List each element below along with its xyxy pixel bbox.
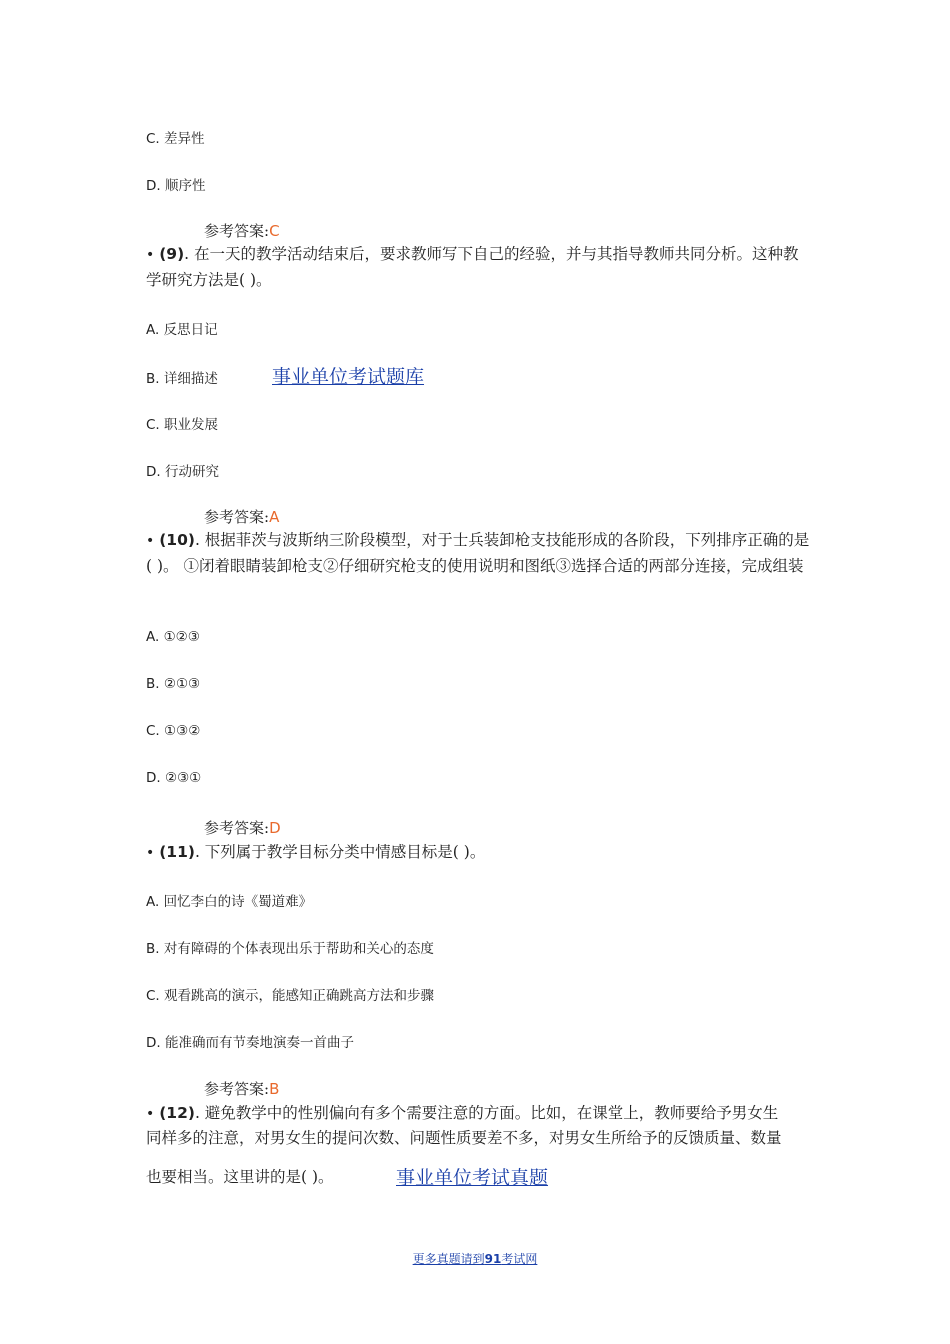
answer-line [204,1078,279,1099]
exam-real-link[interactable]: 事业单位考试真题 [396,1167,549,1189]
footer-text-after: 考试网 [501,1252,538,1266]
question-text: . 下列属于教学目标分类中情感目标是( )。 [194,843,486,861]
option-b: B. ②①③ [146,676,201,692]
question-9 [146,242,811,293]
footer-link[interactable] [0,1250,950,1267]
exam-bank-link[interactable]: 事业单位考试题库 [272,366,425,388]
option-c: C. 职业发展 [146,417,219,433]
question-number: (10) [159,531,195,549]
question-text-line-1: . 避免教学中的性别偏向有多个需要注意的方面。比如，在课堂上，教师要给予男女生 [194,1104,779,1122]
option-d: D. 行动研究 [146,464,219,480]
answer-label: 参考答案: [204,222,270,240]
question-text: . 在一天的教学活动结束后，要求教师写下自己的经验，并与其指导教师共同分析。这种教学研究方法是( )。 [146,245,799,289]
option-c: C. 观看跳高的演示，能感知正确跳高方法和步骤 [146,988,435,1004]
question-text-line-3: 也要相当。这里讲的是( )。 [146,1168,334,1186]
answer-value: B [269,1080,280,1098]
question-number: (11) [159,843,195,861]
answer-label: 参考答案: [204,1080,270,1098]
answer-value: C [269,222,280,240]
option-c: C. ①③② [146,723,201,739]
option-d: D. ②③① [146,770,202,786]
answer-line [204,817,281,838]
option-b: B. 对有障碍的个体表现出乐于帮助和关心的态度 [146,941,434,957]
answer-label: 参考答案: [204,819,270,837]
answer-value: D [269,819,281,837]
option-a: A. 反思日记 [146,322,218,338]
question-number: (12) [159,1104,195,1122]
bullet-icon: • [146,247,155,263]
question-text: . 根据菲茨与波斯纳三阶段模型，对于士兵装卸枪支技能形成的各阶段，下列排序正确的是( )。 ①闭着眼睛装卸枪支②仔细研究枪支的使用说明和图纸③选择合适的两部分连接，完成组装 [146,531,810,575]
footer-text-before: 更多真题请到 [412,1252,485,1266]
option-b: B. 详细描述 [146,371,218,387]
option-a: A. 回忆李白的诗《蜀道难》 [146,894,313,910]
question-11 [146,840,811,866]
footer-number: 91 [484,1252,502,1266]
bullet-icon: • [146,845,155,861]
answer-value: A [269,508,280,526]
question-number: (9) [159,245,185,263]
question-10 [146,528,811,579]
question-text-line-2: 同样多的注意，对男女生的提问次数、问题性质要差不多，对男女生所给予的反馈质量、数量 [146,1129,782,1147]
option-a: A. ①②③ [146,629,200,645]
answer-line [204,506,279,527]
option-d: D. 能准确而有节奏地演奏一首曲子 [146,1035,354,1051]
answer-label: 参考答案: [204,508,270,526]
answer-line [204,220,280,241]
bullet-icon: • [146,533,155,549]
question-12 [146,1101,778,1127]
bullet-icon: • [146,1106,155,1122]
option-d: D. 顺序性 [146,178,206,194]
option-c: C. 差异性 [146,131,205,147]
